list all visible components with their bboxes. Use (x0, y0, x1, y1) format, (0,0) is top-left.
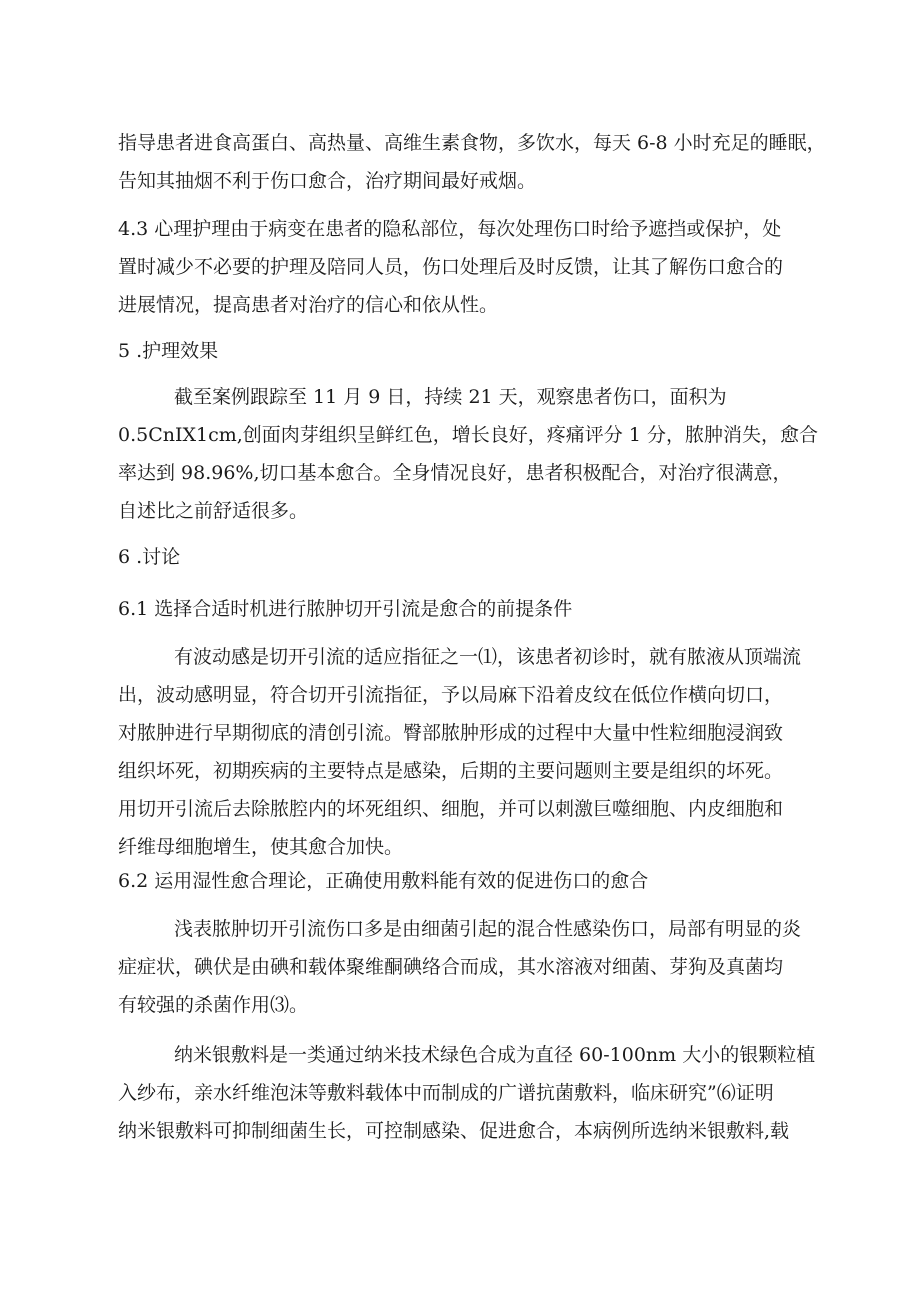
text-line: 率达到 98.96%,切口基本愈合。全身情况良好，患者积极配合，对治疗很满意， (118, 462, 792, 484)
paragraph-diet-guidance (118, 124, 826, 200)
paragraph-discussion-6-1 (118, 638, 802, 866)
text-line: 置时减少不必要的护理及陪同人员，伤口处理后及时反馈，让其了解伤口愈合的 (118, 256, 784, 278)
text-line: 用切开引流后去除脓腔内的坏死组织、细胞，并可以刺激巨噬细胞、内皮细胞和 (118, 798, 784, 820)
heading-text: 6 .讨论 (118, 546, 181, 568)
text-line: 有较强的杀菌作用⑶。 (118, 994, 309, 1016)
text-line: 入纱布，亲水纤维泡沫等敷料载体中而制成的广谱抗菌敷料，临床研究”⑹证明 (118, 1082, 774, 1104)
section-heading-nursing-effect (118, 332, 798, 370)
subsection-heading-6-2 (118, 862, 798, 900)
paragraph-psychological-care (118, 210, 798, 324)
text-line: 进展情况，提高患者对治疗的信心和依从性。 (118, 294, 499, 316)
text-line: 4.3 心理护理由于病变在患者的隐私部位，每次处理伤口时给予遮挡或保护，处 (118, 218, 782, 240)
text-line: 指导患者进食高蛋白、高热量、高维生素食物，多饮水，每天 6-8 小时充足的睡眠， (118, 132, 826, 154)
text-line: 纳米银敷料可抑制细菌生长，可控制感染、促进愈合，本病例所选纳米银敷料,载 (118, 1120, 790, 1142)
heading-text: 6.2 运用湿性愈合理论，正确使用敷料能有效的促进伤口的愈合 (118, 870, 649, 892)
text-line: 症症状，碘伏是由碘和载体聚维酮碘络合而成，其水溶液对细菌、芽狗及真菌均 (118, 956, 784, 978)
text-line: 纳米银敷料是一类通过纳米技术绿色合成为直径 60-100nm 大小的银颗粒植 (174, 1044, 816, 1066)
text-line: 浅表脓肿切开引流伤口多是由细菌引起的混合性感染伤口，局部有明显的炎 (174, 918, 802, 940)
text-line: 出，波动感明显，符合切开引流指征，予以局麻下沿着皮纹在低位作横向切口， (118, 684, 784, 706)
text-line: 自述比之前舒适很多。 (118, 500, 309, 522)
text-line: 截至案例跟踪至 11 月 9 日，持续 21 天，观察患者伤口，面积为 (174, 386, 727, 408)
paragraph-nursing-effect (118, 378, 818, 530)
text-line: 告知其抽烟不利于伤口愈合，治疗期间最好戒烟。 (118, 170, 537, 192)
text-line: 对脓肿进行早期彻底的清创引流。臀部脓肿形成的过程中大量中性粒细胞浸润致 (118, 722, 784, 744)
text-line: 组织坏死，初期疾病的主要特点是感染，后期的主要问题则主要是组织的坏死。 (118, 760, 784, 782)
paragraph-discussion-6-2-b (118, 1036, 816, 1150)
text-line: 0.5CnIX1cm,创面肉芽组织呈鲜红色，增长良好，疼痛评分 1 分，脓肿消失，愈合 (118, 424, 818, 446)
heading-text: 6.1 选择合适时机进行脓肿切开引流是愈合的前提条件 (118, 598, 573, 620)
section-heading-discussion (118, 538, 798, 576)
subsection-heading-6-1 (118, 590, 798, 628)
heading-text: 5 .护理效果 (118, 340, 219, 362)
paragraph-discussion-6-2-a (118, 910, 802, 1024)
text-line: 有波动感是切开引流的适应指征之一⑴，该患者初诊时，就有脓液从顶端流 (174, 646, 802, 668)
text-line: 纤维母细胞增生，使其愈合加快。 (118, 836, 404, 858)
